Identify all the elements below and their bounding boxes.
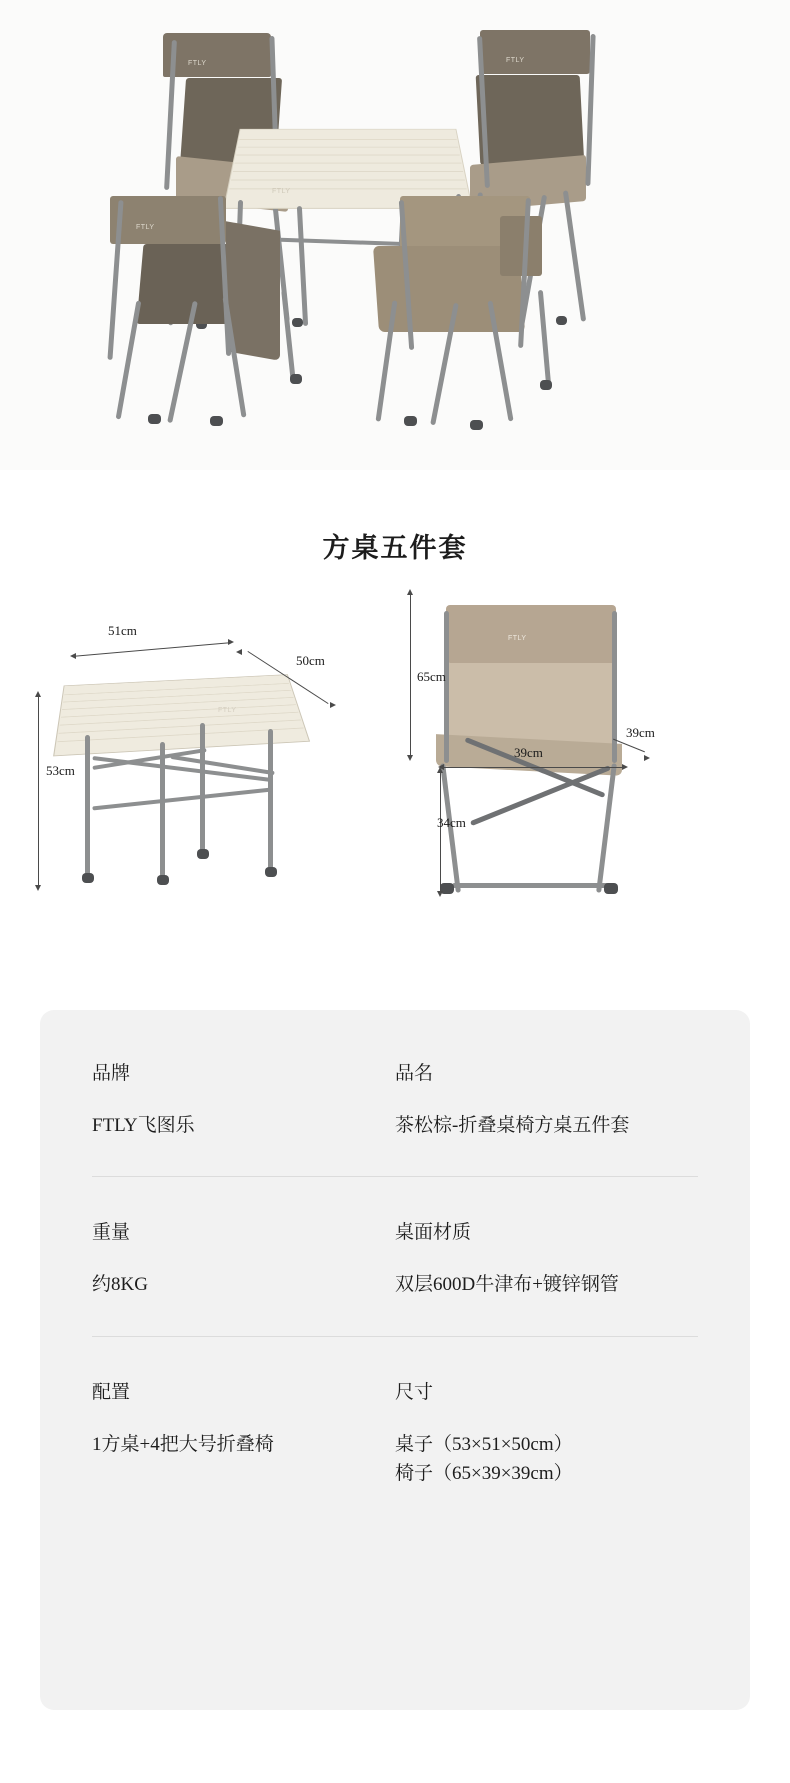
spec-key: 配置	[92, 1381, 131, 1403]
dimension-diagrams: FTLY 51cm 50cm 53cm FTLY 65cm 34cm 39cm 39cm	[0, 587, 790, 987]
chair-seat-depth-label: 39cm	[626, 725, 655, 740]
spec-cell-product-name	[395, 1058, 698, 1140]
table-width-label: 51cm	[108, 623, 137, 638]
table-depth-label: 50cm	[296, 653, 325, 668]
hero-product-photo	[0, 0, 790, 470]
divider	[92, 1176, 698, 1177]
spec-key: 品牌	[92, 1063, 131, 1084]
spec-cell-dimensions	[395, 1377, 698, 1489]
spec-value: 约8KG	[92, 1274, 148, 1296]
spec-row	[92, 1217, 698, 1299]
table-height-label: 53cm	[46, 763, 75, 778]
spec-row	[92, 1058, 698, 1140]
spec-key: 重量	[92, 1222, 131, 1244]
spec-cell-weight	[92, 1217, 395, 1299]
spec-key: 品名	[395, 1063, 434, 1084]
spec-cell-configuration	[92, 1377, 395, 1489]
spec-cell-brand	[92, 1058, 395, 1140]
spec-value: 茶松棕-折叠桌椅方桌五件套	[395, 1115, 630, 1136]
spec-key: 桌面材质	[395, 1222, 472, 1244]
product-scene: FTLY FTLY FTLY FTLY	[0, 0, 790, 470]
spec-row	[92, 1377, 698, 1489]
spec-value: FTLY飞图乐	[92, 1115, 195, 1136]
spec-value: 1方桌+4把大号折叠椅	[92, 1433, 274, 1455]
divider	[92, 1336, 698, 1337]
spec-key: 尺寸	[395, 1381, 434, 1403]
spec-value-chair-size: 椅子（65×39×39cm）	[395, 1463, 573, 1485]
chair-back-height-label: 65cm	[417, 669, 446, 684]
section-title: 方桌五件套	[322, 533, 468, 563]
chair-seat-width-label: 39cm	[514, 745, 543, 760]
chair-seat-height-label: 34cm	[437, 815, 466, 830]
spec-value-table-size: 桌子（53×51×50cm）	[395, 1433, 573, 1455]
spec-value: 双层600D牛津布+镀锌钢管	[395, 1274, 619, 1296]
specification-card	[40, 1010, 750, 1710]
spec-cell-material	[395, 1217, 698, 1299]
